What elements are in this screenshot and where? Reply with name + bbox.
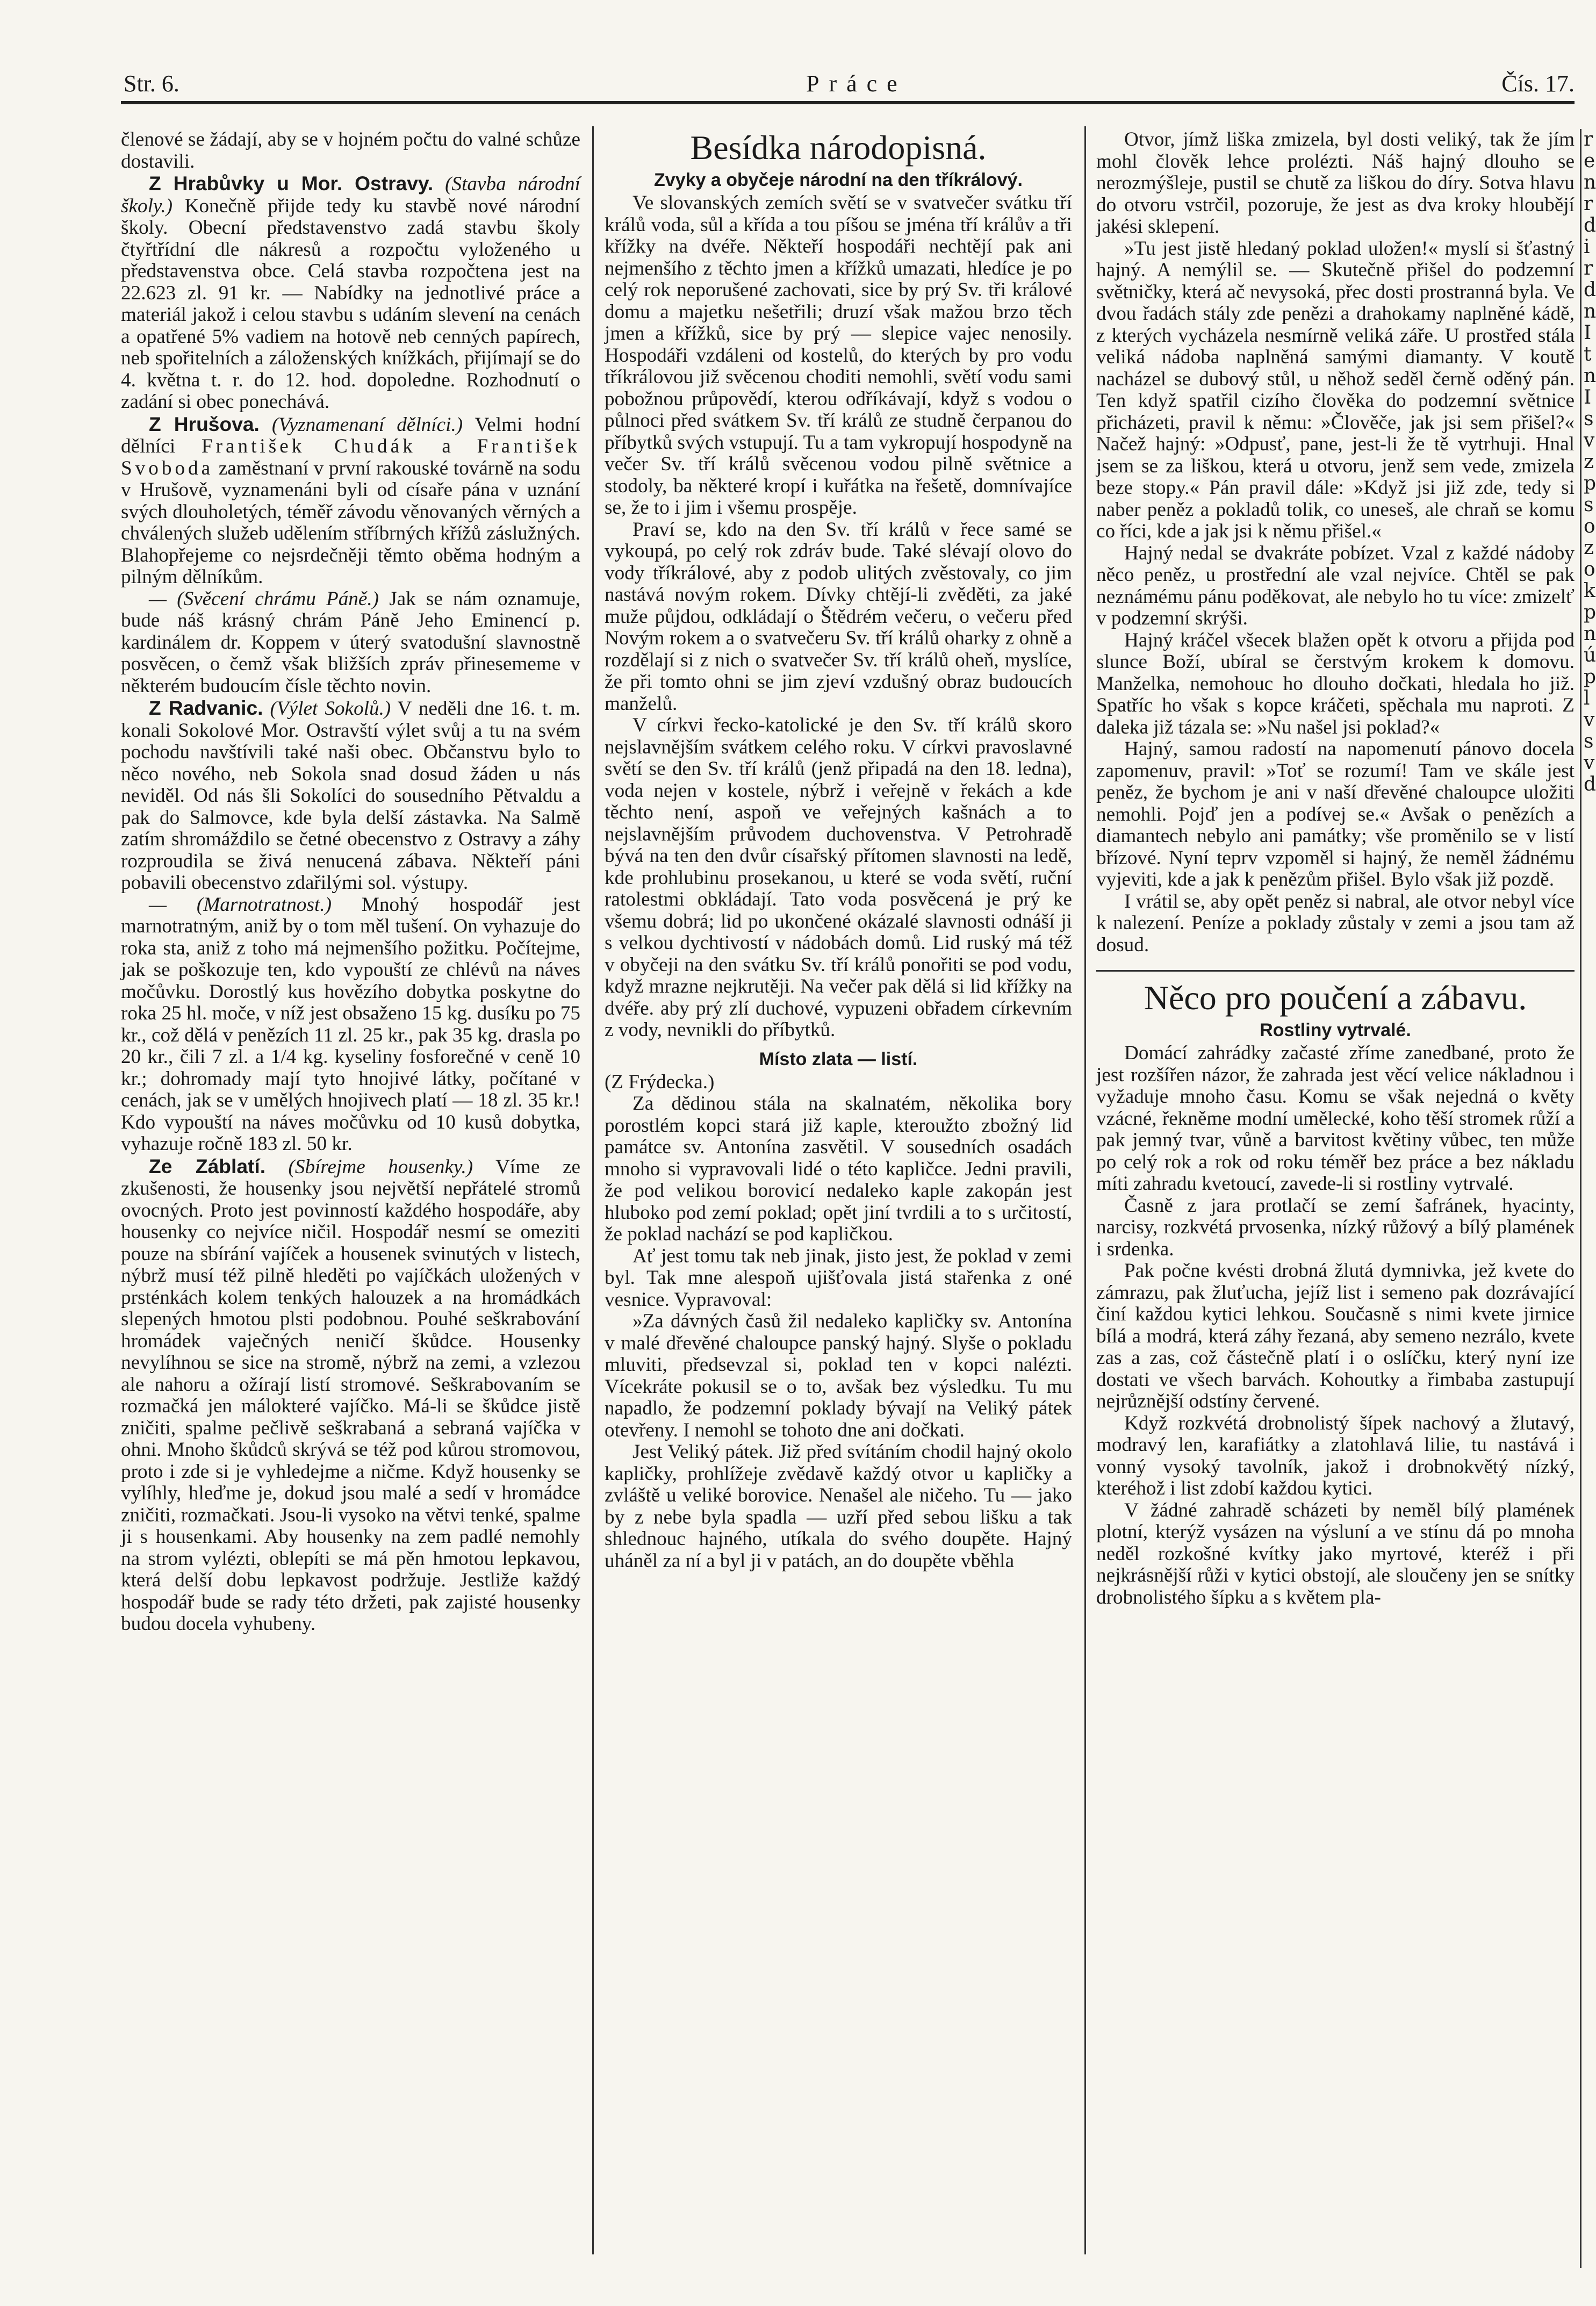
paragraph: Ať jest tomu tak neb jinak, jisto jest, že poklad v zemi byl. Tak mne alespoň ujišťovala jistá stařenka z oné vesnice. Vypravoval: (605, 1245, 1072, 1311)
news-text: zaměstnaní v první rakouské továrně na sodu v Hrušově, vyznamenáni byli od císaře pána v uznání svých dlouholetých, téměř závodu věnovaných věrných a chválených služeb udělením stříbrných křížů záslužných. Blahopřejeme co nejsrdečněji těmto oběma hodným a pilným dělníkům. (121, 457, 580, 588)
news-tag: (Vyznamenaní dělníci.) (271, 413, 463, 436)
news-text: V neděli dne 16. t. m. konali Sokolové Mor. Ostravští výlet svůj a tu na svém pochodu navštívili také naši obec. Občanstvu bylo to něco nového, neb Sokola snad dosud žáden u nás neviděl. Od nás šli Sokolíci do sousedního Pětvaldu a pak do Salmovce, kde byla delší zástavka. Na Salmě zatím shromáždilo se četné obecenstvo z Ostravy a záhy rozproudila se živá nenucená zábava. Někteří páni pobavili obecenstvo zdařilými sol. výstupy. (121, 698, 581, 894)
place-heading: Z Radvanic. (149, 696, 263, 719)
edge-letter: I (1584, 322, 1592, 344)
edge-letter: v (1584, 429, 1595, 451)
paragraph: Časně z jara protlačí se zemí šafránek, hyacinty, narcisy, rozkvétá prvosenka, nízký růžový a bílý plamének i srdenka. (1096, 1194, 1575, 1260)
article-heading: Rostliny vytrvalé. (1260, 1020, 1411, 1040)
person-name: František Svoboda (121, 435, 581, 479)
person-name: František Chudák (201, 435, 416, 457)
news-hrabuvka (121, 173, 580, 413)
news-text: Mnohý hospodář jest marnotratným, aniž by o tom měl tušení. On vyhazuje do roka sta, aniž z toho má nejmenšího požitku. Počítejme, jak se poškozuje ten, kdo vypouští ze chlévů na náves močůvku. Dorostlý kus hovězího dobytka poskytne do roka 25 hl. moče, v níž jest obsaženo 15 kg. dusíku po 75 kr., což dělá v penězích 11 zl. 25 kr., pak 35 kg. drasla po 20 kr., čili 7 zl. a 1/4 kg. kyseliny fosforečné v ceně 10 kr.; dohromady mají tyto hnojivé látky, počítané v cenách, jak se v umělých hnojivech platí — 18 zl. 35 kr.! Kdo vypouští na náves močůvku od 10 kusů dobytka, vyhazuje ročně 183 zl. 50 kr. (121, 893, 580, 1155)
news-tag: (Sbírejme housenky.) (288, 1155, 473, 1178)
paragraph: V církvi řecko-katolické je den Sv. tří králů skoro nejslavnějším svátkem celého roku. V církvi pravoslavné světí se den Sv. tří králů (jenž připadá na den 18. ledna), voda nejen v kostele, nýbrž i veřejně v řekách a kde těchto není, aspoň ve veřejných kašnách a to nejslavnějším průvodem duchovenstva. V Petrohradě bývá na ten den dvůr císařský přítomen slavnosti na ledě, kde prohlubinu prosekanou, u které se voda světí, ruční ratolestmi obkládají. Tato voda posvěcená je prý ke všemu dobrá; lid po ukončené okázalé slavnosti odnáší ji s velkou dychtivostí v nádobách domů. Lid ruský má též v obyčeji na den svátku Sv. tří králů ponořiti se pod vodu, když mrazne nejkrutěji. Na večer pak dělá si lid křížky na dvéře. aby prý zlí duchové, vypuzeni obřadem církevním z vody, nevnikli do příbytků. (605, 714, 1072, 1041)
paragraph: V žádné zahradě scházeti by neměl bílý plamének plotní, kterýž vysázen na výsluní a ve stínu dá po mnoha neděl rozkošné kvítky jako myrtové, kteréž i při nejkrásnější růži v kytici obstojí, ale sloučeny jen se snítky drobnolistého šípku a s květem pla- (1096, 1499, 1575, 1608)
column-2 (605, 129, 1072, 2268)
section-title: Besídka národopisná. (690, 128, 987, 167)
place-heading: Z Hrabůvky u Mor. Ostravy. (149, 172, 434, 195)
edge-letter: s (1584, 408, 1594, 430)
news-text: Jak se nám oznamuje, bude náš krásný chrám Páně Jeho Eminencí p. kardinálem dr. Koppem v úterý svatodušní slavnostně posvěcen, o čemž však bližších zpráv přinesememe v některém budoucím čísle těchto novin. (121, 587, 580, 697)
column-divider-1 (592, 126, 594, 2254)
article-origin: (Z Frýdecka.) (605, 1071, 715, 1093)
edge-letter: p (1584, 472, 1596, 494)
column-3 (1096, 129, 1575, 2268)
paragraph: členové se žádají, aby se v hojném počtu do valné schůze dostavili. (121, 128, 580, 173)
news-hrusova (121, 413, 580, 588)
edge-letter: p (1584, 666, 1596, 688)
news-tag: (Stavba národní školy.) (121, 173, 580, 217)
article-heading: Zvyky a obyčeje národní na den tříkrálový. (654, 170, 1023, 190)
edge-letter: d (1584, 279, 1596, 301)
edge-letter: p (1584, 601, 1596, 623)
adjacent-page-edge (1580, 128, 1596, 2268)
edge-letter: d (1584, 773, 1596, 795)
edge-letter: r (1584, 257, 1593, 279)
paragraph: Když rozkvétá drobnolistý šípek nachový a žlutavý, modravý len, karafiátky a zlatohlavá lilie, tu nastává i vonný vysoký tavolník, jakož i drobnokvětý nízký, kteréhož i list zdobí každou kytici. (1096, 1412, 1575, 1499)
paragraph: I vrátil se, aby opět peněz si nabral, ale otvor nebyl více k nalezení. Peníze a poklady zůstaly v zemi a jsou tam až dosud. (1096, 890, 1575, 956)
edge-letter: n (1584, 171, 1596, 193)
newspaper-title: Práce (806, 70, 907, 97)
edge-letter: i (1584, 236, 1590, 258)
paragraph: Domácí zahrádky začasté zříme zanedbané, proto že jest rozšířen názor, že zahrada jest věcí velice nákladnou i vyžaduje mnoho času. Komu se však nejedná o květy vzácné, řekněme modní umělecké, koho těší stromek růží a pak jemný tvar, vůně a barvitost květiny vůbec, ten může po celý rok a rok od roku téměř bez práce a bez nákladu míti zahradu kvetoucí, zavede-li si rostliny vytrvalé. (1096, 1042, 1575, 1195)
edge-letter: e (1584, 150, 1595, 172)
edge-letter: s (1584, 730, 1594, 752)
paragraph: Ve slovanských zemích světí se v svatvečer svátku tří králů voda, sůl a křída a tou píšou se jména tří králův a tři křížky na dvéře. Někteří hospodáři nechtějí pak ani nejmenšího z těchto jmen a křížků umazati, hledíce je po celý rok neporušené zachovati, sice by prý Sv. tři králové domu a majetku nešetřili; druzí však mažou brzo těch jmen a křížků, sice by prý — slepice vajec nenosily. Hospodáři vzdáleni od kostelů, do kterých by pro vodu tříkrálovou již svěcenou choditi nemohli, světí vodu sami pobožnou průpovědí, kterou odříkávají, když s vodou o půlnoci před svátkem Sv. tří králů ze studně čerpanou do příbytků svých vstupují. Tu a tam vykropují hospodyně na večer Sv. tří králů svěcenou vodou pilně světnice a stodoly, ba některé kropí i kuřátka na řešetě, domnívajíce se, že to i jim i všemu prospěje. (605, 192, 1072, 519)
news-text: Konečně přijde tedy ku stavbě nové národní školy. Obecní představenstvo zadá stavbu školy čtyřtřídní dle nákresů a rozpočtu vyloženého u představenstva obce. Celá stavba rozpočtena jest na 22.623 zl. 91 kr. — Nabídky na jednotlivé práce a materiál jakož i celou stavbu s udáním slevení na cenách a opatřené 5% vadiem na hotově neb cenných papírech, neb spořitelních a záloženských knížkách, přijímají se do 4. května t. r. do 12. hod. dopoledne. Rozhodnutí o zadání si obec ponechává. (121, 195, 581, 413)
section-rule (1096, 970, 1575, 972)
paragraph: »Tu jest jistě hledaný poklad uložen!« myslí si šťastný hajný. A nemýlil se. — Skutečně přišel do podzemní světničky, která ač nevysoká, přec dosti prostranná byla. Ve dvou řadách stály zde penězi a drahokamy naplněné kádě, z kterých vycházela nesmírně veliká záře. U prostřed stála veliká nádoba naplněná samými diamanty. V koutě nacházel se dubový stůl, u něhož seděl černě oděný pán. Ten když spatřil cizího člověka do podzemní světnice přicházeti, pravil k němu: »Člověče, jak jsi sem přišel?« Načež hajný: »Odpusť, pane, jest-li že tě vytrhuji. Hnal jsem se za liškou, která u otvoru, jenž sem vede, zmizela beze stopy.« Pán pravil dále: »Když jsi již zde, tedy si naber peněz a pokladů tolik, co uneseš, ale chraň se komu co říci, kde a jak jsi k němu přišel.« (1096, 237, 1575, 542)
edge-letter: n (1584, 300, 1596, 322)
edge-letter: o (1584, 515, 1595, 537)
edge-letter: z (1584, 537, 1594, 559)
page-header (124, 70, 1575, 102)
edge-letter: o (1584, 558, 1595, 580)
edge-letter: s (1584, 494, 1594, 516)
news-text: Víme ze zkušenosti, že housenky jsou největší nepřátelé stromů ovocných. Proto jest povinností každého hospodáře, aby housenky co nejvíce ničil. Hospodář nesmí se omeziti pouze na sbírání vajíček a housenek svinutých v listech, nýbrž musí též pilně hleděti po vajíčkách uložených v prsténkách kolem tenkých halouzek a na hromádkách slepených hmotou plsti podobnou. Pouhé seškrabování hromádek vaječných neničí škůdce. Housenky nevylíhnou se sice na stromě, nýbrž na zemi, a vzlezou ale nahoru a ožírají listí stromové. Seškrabovaním se rozmačká jen málokteré vajíčko. Má-li se škůdce jistě zničiti, spalme pečlivě seškrabaná a sebraná vajíčka v ohni. Mnoho škůdců skrývá se též pod kůrou stromovou, proto i zde si je vyhledejme a ničme. Když housenky se vylíhly, hleďme je, dokud jsou malé a sedí v hromádce zničiti, rozmačkati. Jsou-li vysoko na větvi tenké, spalme ji s housenkami. Aby housenky na zem padlé nemohly na strom vylézti, oblepíti se má pěn hmotou lepkavou, která delší dobu lepkavost podržuje. Jestliže každý hospodář bude se rady této držeti, pak zajisté housenky budou docela vyhubeny. (121, 1155, 581, 1635)
column-1 (121, 129, 580, 2268)
paragraph: Hajný, samou radostí na napomenutí pánovo docela zapomenuv, pravil: »Toť se rozumí! Tam ve skále jest peněz, že bychom je ani v naší dřevěné chaloupce uložiti nemohli. Pojď jen a podívej se.« Avšak o penězích a diamantech nebylo ani památky; vše proměnilo se v listí břízové. Nyní teprv vzpoměl si hajný, že neměl žádnému vyjeviti, kde a jak k penězům přišel. Bylo však již pozdě. (1096, 738, 1575, 890)
news-tag: — (Svěcení chrámu Páně.) (149, 587, 379, 610)
header-rule (121, 101, 1575, 104)
paragraph: Jest Veliký pátek. Již před svítáním chodil hajný okolo kapličky, prohlížeje zvědavě každý otvor u kapličky a zvláště u veliké borovice. Nenašel ale ničeho. Tu — jako by z nebe byla spadla — uzří před sebou lišku a tak shlednouc hajného, utíkala do svého doupěte. Hajný uháněl za ní a byl ji v patách, an do doupěte vběhla (605, 1441, 1072, 1572)
paragraph: Otvor, jímž liška zmizela, byl dosti veliký, tak že jím mohl člověk lehce prolézti. Náš hajný dlouho se nerozmýšleje, pustil se chutě za liškou do díry. Sotva hlavu do otvoru vstrčil, pozoruje, že jest as dva kroky hloubějí jakési sklepení. (1096, 128, 1575, 238)
edge-letter: d (1584, 214, 1596, 236)
news-radvanic (121, 697, 580, 894)
edge-letter: r (1584, 193, 1593, 215)
edge-letter: n (1584, 623, 1596, 645)
issue-number: Čís. 17. (1501, 70, 1575, 97)
column-divider-2 (1084, 126, 1086, 2254)
news-text: a (442, 435, 451, 457)
paragraph: Za dědinou stála na skalnatém, několika bory porostlém kopci stará již kaple, kteroužto zbožný lid památce sv. Antonína zasvětil. V sousedních osadách mnoho si vypravovali lidé o této kapličce. Jedni pravili, že pod velikou borovicí nedaleko kaple zakopán jest hluboko pod zemí poklad; opět jiní tvrdili a to s určitostí, že poklad nachází se pod kapličkou. (605, 1093, 1072, 1245)
section-title: Něco pro poučení a zábavu. (1144, 979, 1527, 1017)
news-radvanic-2 (121, 894, 580, 1155)
news-hrusova-2 (121, 588, 580, 698)
paragraph: Pak počne kvésti drobná žlutá dymnivka, jež kvete do zámrazu, pak žluťucha, jejíž list i semeno pak dozrávající činí každou kytici lehkou. Současně s nimi kvete jirnice bílá a modrá, která záhy řezaná, aby semeno nezrálo, kvete zas a zas, což částečně platí i o oslíčku, který nyní ize dostati ve všech barvách. Kohoutky a řimbaba zastupují nejrůznější odstíny červené. (1096, 1260, 1575, 1412)
paragraph: »Za dávných časů žil nedaleko kapličky sv. Antonína v malé dřevěné chaloupce panský hajný. Slyše o pokladu mluviti, předsevzal si, poklad ten v kopci nalézti. Vícekráte pokusil se o to, avšak bez výsledku. Tu mu napadlo, že podzemní poklady bývají na Veliký pátek otevřeny. I nemohl se tohoto dne ani dočkati. (605, 1310, 1072, 1441)
paragraph: Praví se, kdo na den Sv. tří králů v řece samé se vykoupá, po celý rok zdráv bude. Také slévají olovo do vody tříkrálové, aby z podob ulitých zvěstovaly, co jim nastává novým rokem. Dívky chtějí-li zvěděti, za jaké muže půjdou, odkládají o Štědrém večeru, o večeru před Novým rokem a o svatvečeru Sv. tří králů oharky z ohně a rozdělají si z nich o svatvečer Sv. tří králů oheň, myslíce, že při tomto ohni se jim zjeví vzdušný obraz budoucích manželů. (605, 518, 1072, 715)
edge-letter: z (1584, 451, 1594, 473)
page-number: Str. 6. (124, 70, 179, 97)
edge-letter: I (1584, 386, 1592, 408)
edge-letter: k (1584, 580, 1595, 602)
edge-letter: r (1584, 128, 1593, 150)
article-heading: Místo zlata — listí. (759, 1048, 918, 1069)
edge-letter: t (1584, 343, 1592, 365)
news-text: Velmi hodní dělníci (121, 413, 581, 457)
news-zablati (121, 1155, 580, 1635)
news-tag: (Výlet Sokolů.) (270, 698, 391, 720)
paragraph: Hajný kráčel všecek blažen opět k otvoru a přijda pod slunce Boží, ubíral se čerstvým krokem k domovu. Manželka, nemohouc ho dlouho dočkati, hledala ho již. Spatříc ho však s kopce kráčeti, spěchala mu naproti. Z daleka již tázala se: »Nu našel jsi poklad?« (1096, 629, 1575, 738)
edge-letter: v (1584, 752, 1595, 774)
place-heading: Z Hrušova. (149, 412, 260, 435)
paragraph: Hajný nedal se dvakráte pobízet. Vzal z každé nádoby něco peněz, u prostřední ale vzal nejvíce. Chtěl se pak neznámému pánu poděkovat, ale nebylo ho tu více: zmizelť v podzemní skrýši. (1096, 542, 1575, 629)
news-tag: — (Marnotratnost.) (149, 893, 332, 916)
edge-letter: ú (1584, 644, 1596, 666)
place-heading: Ze Záblatí. (149, 1154, 266, 1177)
edge-letter: n (1584, 365, 1596, 387)
edge-letter: l (1584, 687, 1590, 709)
edge-letter: v (1584, 709, 1595, 731)
